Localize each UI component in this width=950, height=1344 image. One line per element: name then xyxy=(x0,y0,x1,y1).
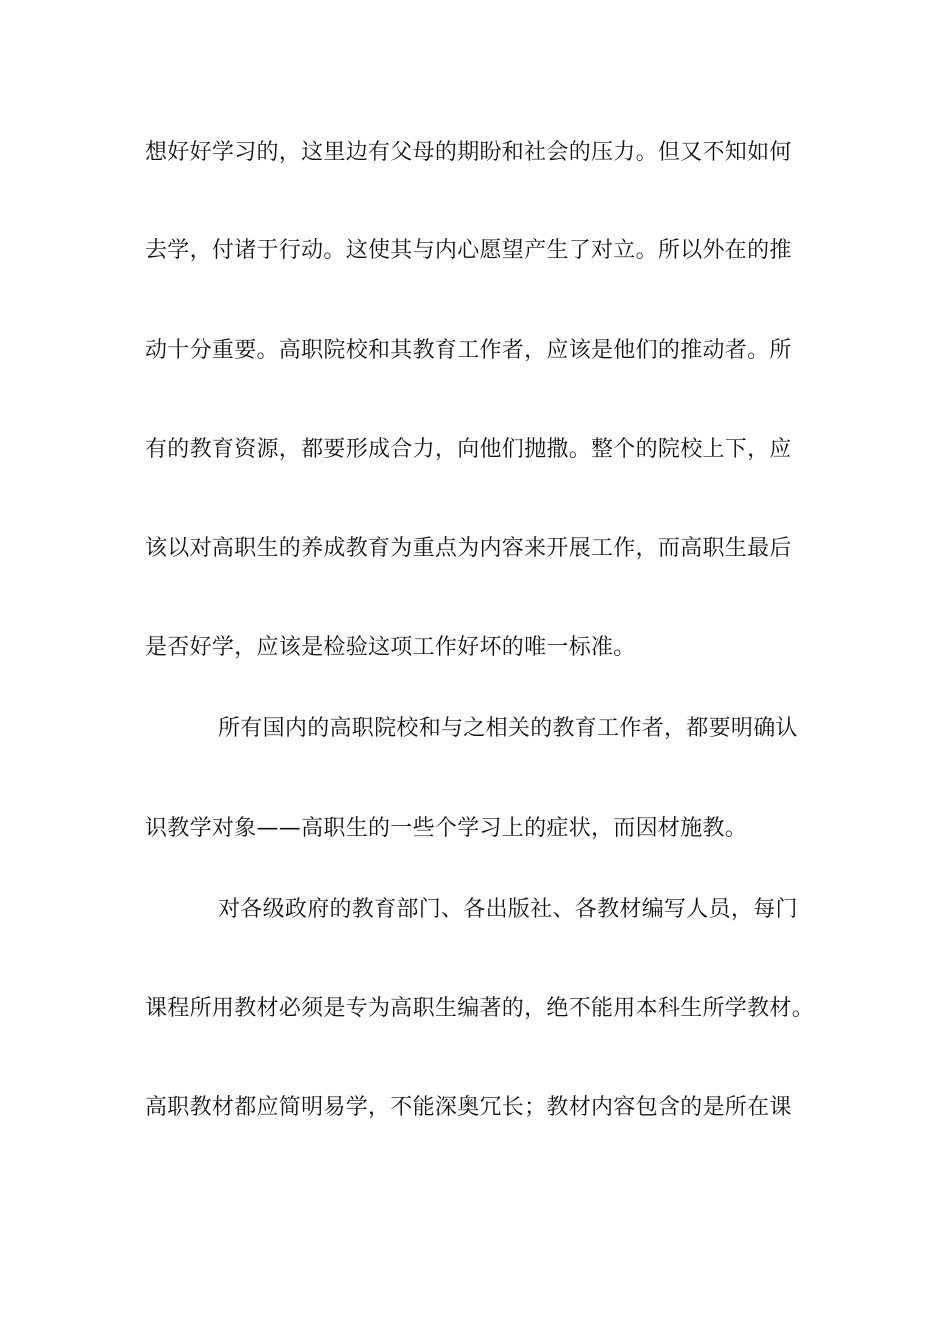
paragraph-line: 高职教材都应简明易学，不能深奥冗长；教材内容包含的是所在课 xyxy=(145,1095,792,1120)
paragraph-first-line: 对各级政府的教育部门、各出版社、各教材编写人员，每门 xyxy=(218,897,798,922)
paragraph-line: 是否好学，应该是检验这项工作好坏的唯一标准。 xyxy=(145,635,636,660)
paragraph-line: 有的教育资源，都要形成合力，向他们抛撒。整个的院校上下，应 xyxy=(145,437,792,462)
paragraph-first-line: 所有国内的高职院校和与之相关的教育工作者，都要明确认 xyxy=(218,716,798,741)
paragraph-line: 识教学对象——高职生的一些个学习上的症状，而因材施教。 xyxy=(145,816,748,841)
paragraph-line: 想好好学习的，这里边有父母的期盼和社会的压力。但又不知如何 xyxy=(145,140,792,165)
paragraph-line: 动十分重要。高职院校和其教育工作者，应该是他们的推动者。所 xyxy=(145,338,792,363)
paragraph-line: 该以对高职生的养成教育为重点为内容来开展工作，而高职生最后 xyxy=(145,536,792,561)
paragraph-line: 课程所用教材必须是专为高职生编著的，绝不能用本科生所学教材。 xyxy=(145,996,815,1021)
paragraph-line: 去学，付诸于行动。这使其与内心愿望产生了对立。所以外在的推 xyxy=(145,238,792,263)
